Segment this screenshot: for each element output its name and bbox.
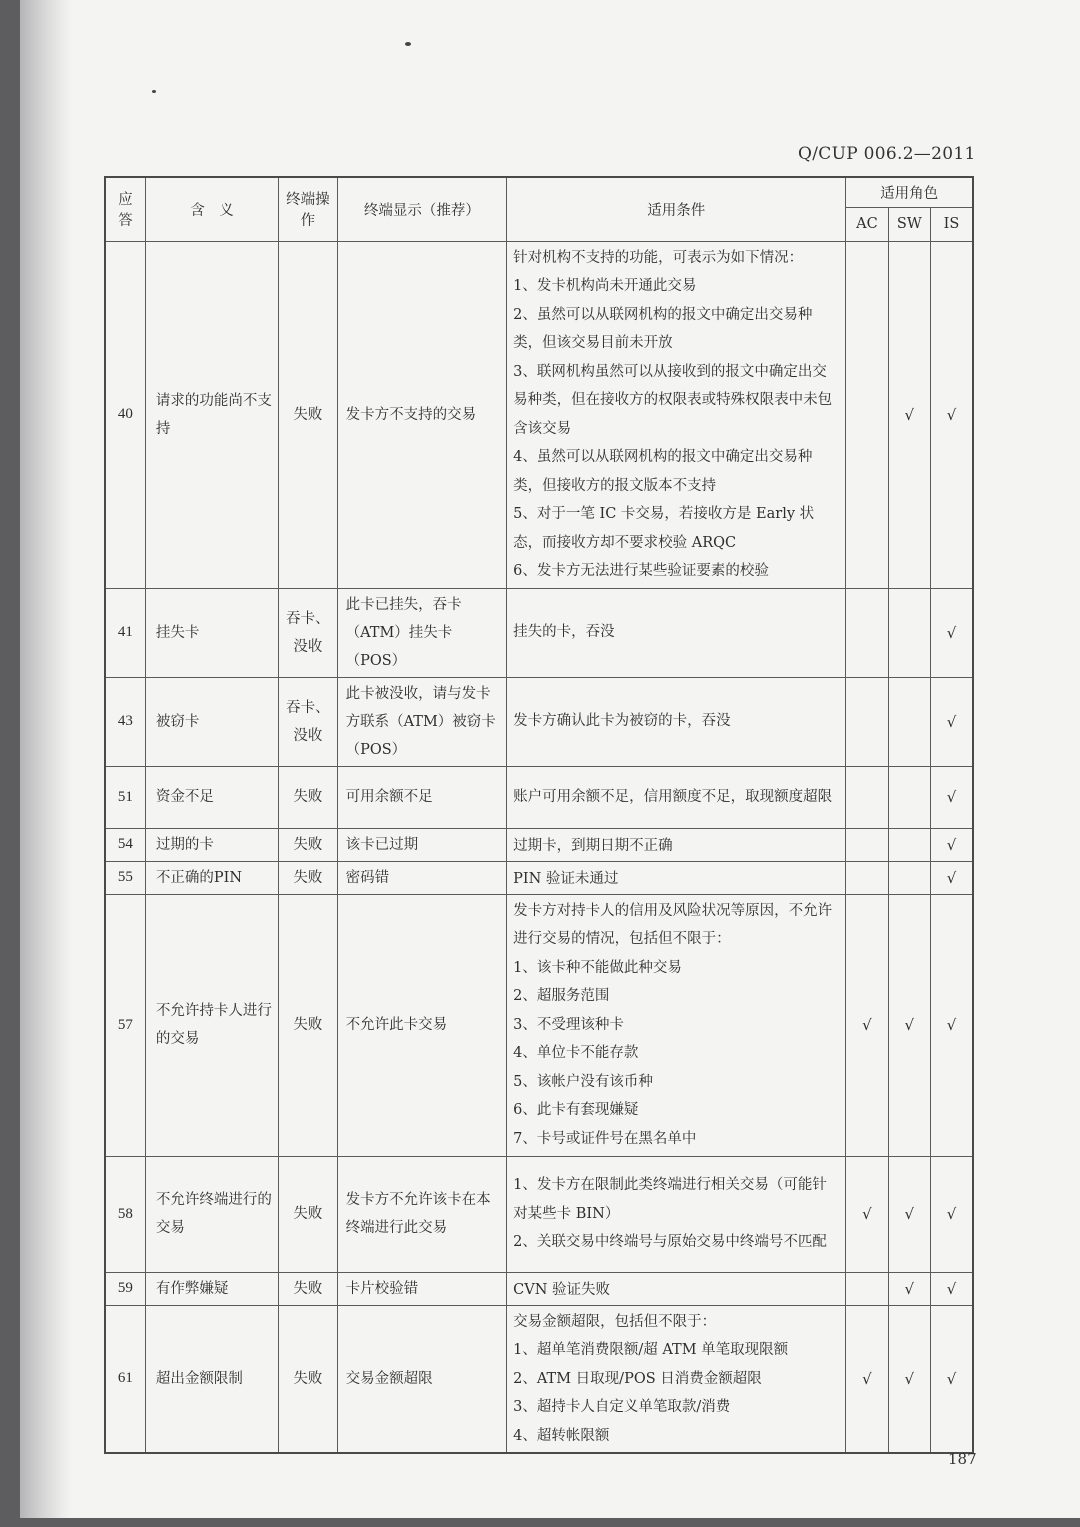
row-meaning: 超出金额限制 [145,1305,278,1453]
role-is-mark: √ [931,766,973,828]
row-conditions [507,1305,846,1453]
row-conditions [507,766,846,828]
condition-line: 2、ATM 日取现/POS 日消费金额超限 [513,1370,762,1387]
table-row [105,828,973,861]
scan-speck [405,42,411,46]
row-action: 失败 [279,861,338,894]
row-conditions [507,894,846,1156]
role-sw-mark [888,677,930,766]
role-sw-mark [888,766,930,828]
role-ac-mark [846,241,888,588]
header-conditions: 适用条件 [507,177,846,241]
row-display: 此卡被没收，请与发卡方联系（ATM）被窃卡（POS） [337,677,507,766]
row-conditions [507,861,846,894]
condition-line: 2、虽然可以从联网机构的报文中确定出交易种类，但该交易目前未开放 [513,306,813,351]
condition-line: 账户可用余额不足，信用额度不足，取现额度超限 [513,788,833,805]
condition-line: 6、此卡有套现嫌疑 [513,1102,639,1119]
row-code: 61 [105,1305,145,1453]
row-action: 失败 [279,766,338,828]
role-sw-mark: √ [888,241,930,588]
role-is-mark: √ [931,588,973,677]
row-action: 吞卡、没收 [279,588,338,677]
condition-line: 1、发卡机构尚未开通此交易 [513,278,697,294]
role-is-mark: √ [931,241,973,588]
row-conditions [507,828,846,861]
role-ac-mark: √ [846,1305,888,1453]
row-action: 失败 [279,1305,338,1453]
row-display: 密码错 [337,861,507,894]
row-display: 此卡已挂失，吞卡（ATM）挂失卡（POS） [337,588,507,677]
document-code: Q/CUP 006.2—2011 [798,144,976,164]
role-ac-mark: √ [846,1156,888,1272]
row-meaning: 资金不足 [145,766,278,828]
row-code: 55 [105,861,145,894]
row-meaning: 被窃卡 [145,677,278,766]
role-is-mark: √ [931,1156,973,1272]
condition-line: 5、对于一笔 IC 卡交易，若接收方是 Early 状态，而接收方却不要求校验 ARQC [513,506,815,551]
row-display: 可用余额不足 [337,766,507,828]
header-role-sw: SW [888,207,930,241]
table-row [105,241,973,588]
row-code: 58 [105,1156,145,1272]
condition-line: 针对机构不支持的功能，可表示为如下情况： [513,249,804,266]
table-row [105,1156,973,1272]
role-sw-mark: √ [888,1272,930,1305]
condition-line: CVN 验证失败 [513,1282,611,1298]
row-code: 43 [105,677,145,766]
row-conditions [507,588,846,677]
condition-line: 交易金额超限，包括但不限于： [513,1313,717,1330]
role-ac-mark [846,828,888,861]
condition-line: 4、单位卡不能存款 [513,1045,639,1062]
role-is-mark: √ [931,828,973,861]
role-is-mark: √ [931,861,973,894]
row-meaning: 不正确的PIN [145,861,278,894]
condition-line: 3、不受理该种卡 [513,1016,624,1033]
condition-line: 过期卡，到期日期不正确 [513,838,673,854]
row-action: 失败 [279,1156,338,1272]
role-ac-mark [846,1272,888,1305]
row-code: 40 [105,241,145,588]
condition-line: 1、发卡方在限制此类终端进行相关交易（可能针对某些卡 BIN） [513,1177,827,1222]
condition-line: 1、超单笔消费限额/超 ATM 单笔取现限额 [513,1342,789,1358]
table-row [105,1305,973,1453]
condition-line: 6、发卡方无法进行某些验证要素的校验 [513,563,769,579]
row-meaning: 有作弊嫌疑 [145,1272,278,1305]
condition-line: 发卡方对持卡人的信用及风险状况等原因，不允许进行交易的情况，包括但不限于： [513,902,833,948]
row-code: 41 [105,588,145,677]
row-action: 失败 [279,1272,338,1305]
condition-line: 4、虽然可以从联网机构的报文中确定出交易种类，但接收方的报文版本不支持 [513,449,813,494]
condition-line: PIN 验证未通过 [513,871,619,887]
table-row [105,588,973,677]
row-display: 交易金额超限 [337,1305,507,1453]
condition-line: 5、该帐户没有该币种 [513,1073,653,1090]
row-action: 失败 [279,828,338,861]
header-role-ac: AC [846,207,888,241]
row-conditions [507,677,846,766]
header-meaning: 含 义 [145,177,278,241]
row-action: 吞卡、没收 [279,677,338,766]
row-conditions [507,1272,846,1305]
table-row [105,894,973,1156]
row-meaning: 不允许终端进行的交易 [145,1156,278,1272]
table-row [105,1272,973,1305]
role-sw-mark [888,828,930,861]
condition-line: 3、联网机构虽然可以从接收到的报文中确定出交易种类，但在接收方的权限表或特殊权限表中未包含该交易 [513,363,833,437]
table-row [105,766,973,828]
role-is-mark: √ [931,1305,973,1453]
condition-line: 1、该卡种不能做此种交易 [513,959,682,976]
condition-line: 挂失的卡，吞没 [513,624,615,641]
role-is-mark: √ [931,894,973,1156]
scan-speck [152,90,156,93]
role-ac-mark [846,677,888,766]
row-meaning: 请求的功能尚不支持 [145,241,278,588]
table-row [105,677,973,766]
role-sw-mark [888,861,930,894]
header-code: 应答 [105,177,145,241]
condition-line: 3、超持卡人自定义单笔取款/消费 [513,1399,731,1415]
row-meaning: 过期的卡 [145,828,278,861]
row-conditions [507,241,846,588]
role-ac-mark [846,861,888,894]
row-display: 卡片校验错 [337,1272,507,1305]
condition-line: 4、超转帐限额 [513,1427,610,1444]
role-ac-mark [846,588,888,677]
row-code: 59 [105,1272,145,1305]
book-binding-shadow [20,0,72,1518]
role-sw-mark [888,588,930,677]
page-number: 187 [948,1450,977,1468]
role-is-mark: √ [931,677,973,766]
condition-line: 发卡方确认此卡为被窃的卡，吞没 [513,713,731,730]
role-sw-mark: √ [888,894,930,1156]
row-display: 发卡方不支持的交易 [337,241,507,588]
header-roles: 适用角色 [846,177,973,207]
role-sw-mark: √ [888,1156,930,1272]
condition-line: 2、超服务范围 [513,988,610,1005]
row-display: 发卡方不允许该卡在本终端进行此交易 [337,1156,507,1272]
row-code: 51 [105,766,145,828]
row-display: 不允许此卡交易 [337,894,507,1156]
header-terminal-action: 终端操作 [279,177,338,241]
table-row [105,861,973,894]
row-conditions [507,1156,846,1272]
row-meaning: 不允许持卡人进行的交易 [145,894,278,1156]
row-action: 失败 [279,894,338,1156]
row-action: 失败 [279,241,338,588]
response-code-table [104,176,974,1454]
role-ac-mark [846,766,888,828]
role-is-mark: √ [931,1272,973,1305]
row-code: 57 [105,894,145,1156]
header-terminal-display: 终端显示（推荐） [337,177,507,241]
role-sw-mark: √ [888,1305,930,1453]
role-ac-mark: √ [846,894,888,1156]
row-display: 该卡已过期 [337,828,507,861]
condition-line: 7、卡号或证件号在黑名单中 [513,1130,697,1147]
row-meaning: 挂失卡 [145,588,278,677]
row-code: 54 [105,828,145,861]
condition-line: 2、关联交易中终端号与原始交易中终端号不匹配 [513,1234,827,1251]
header-role-is: IS [931,207,973,241]
